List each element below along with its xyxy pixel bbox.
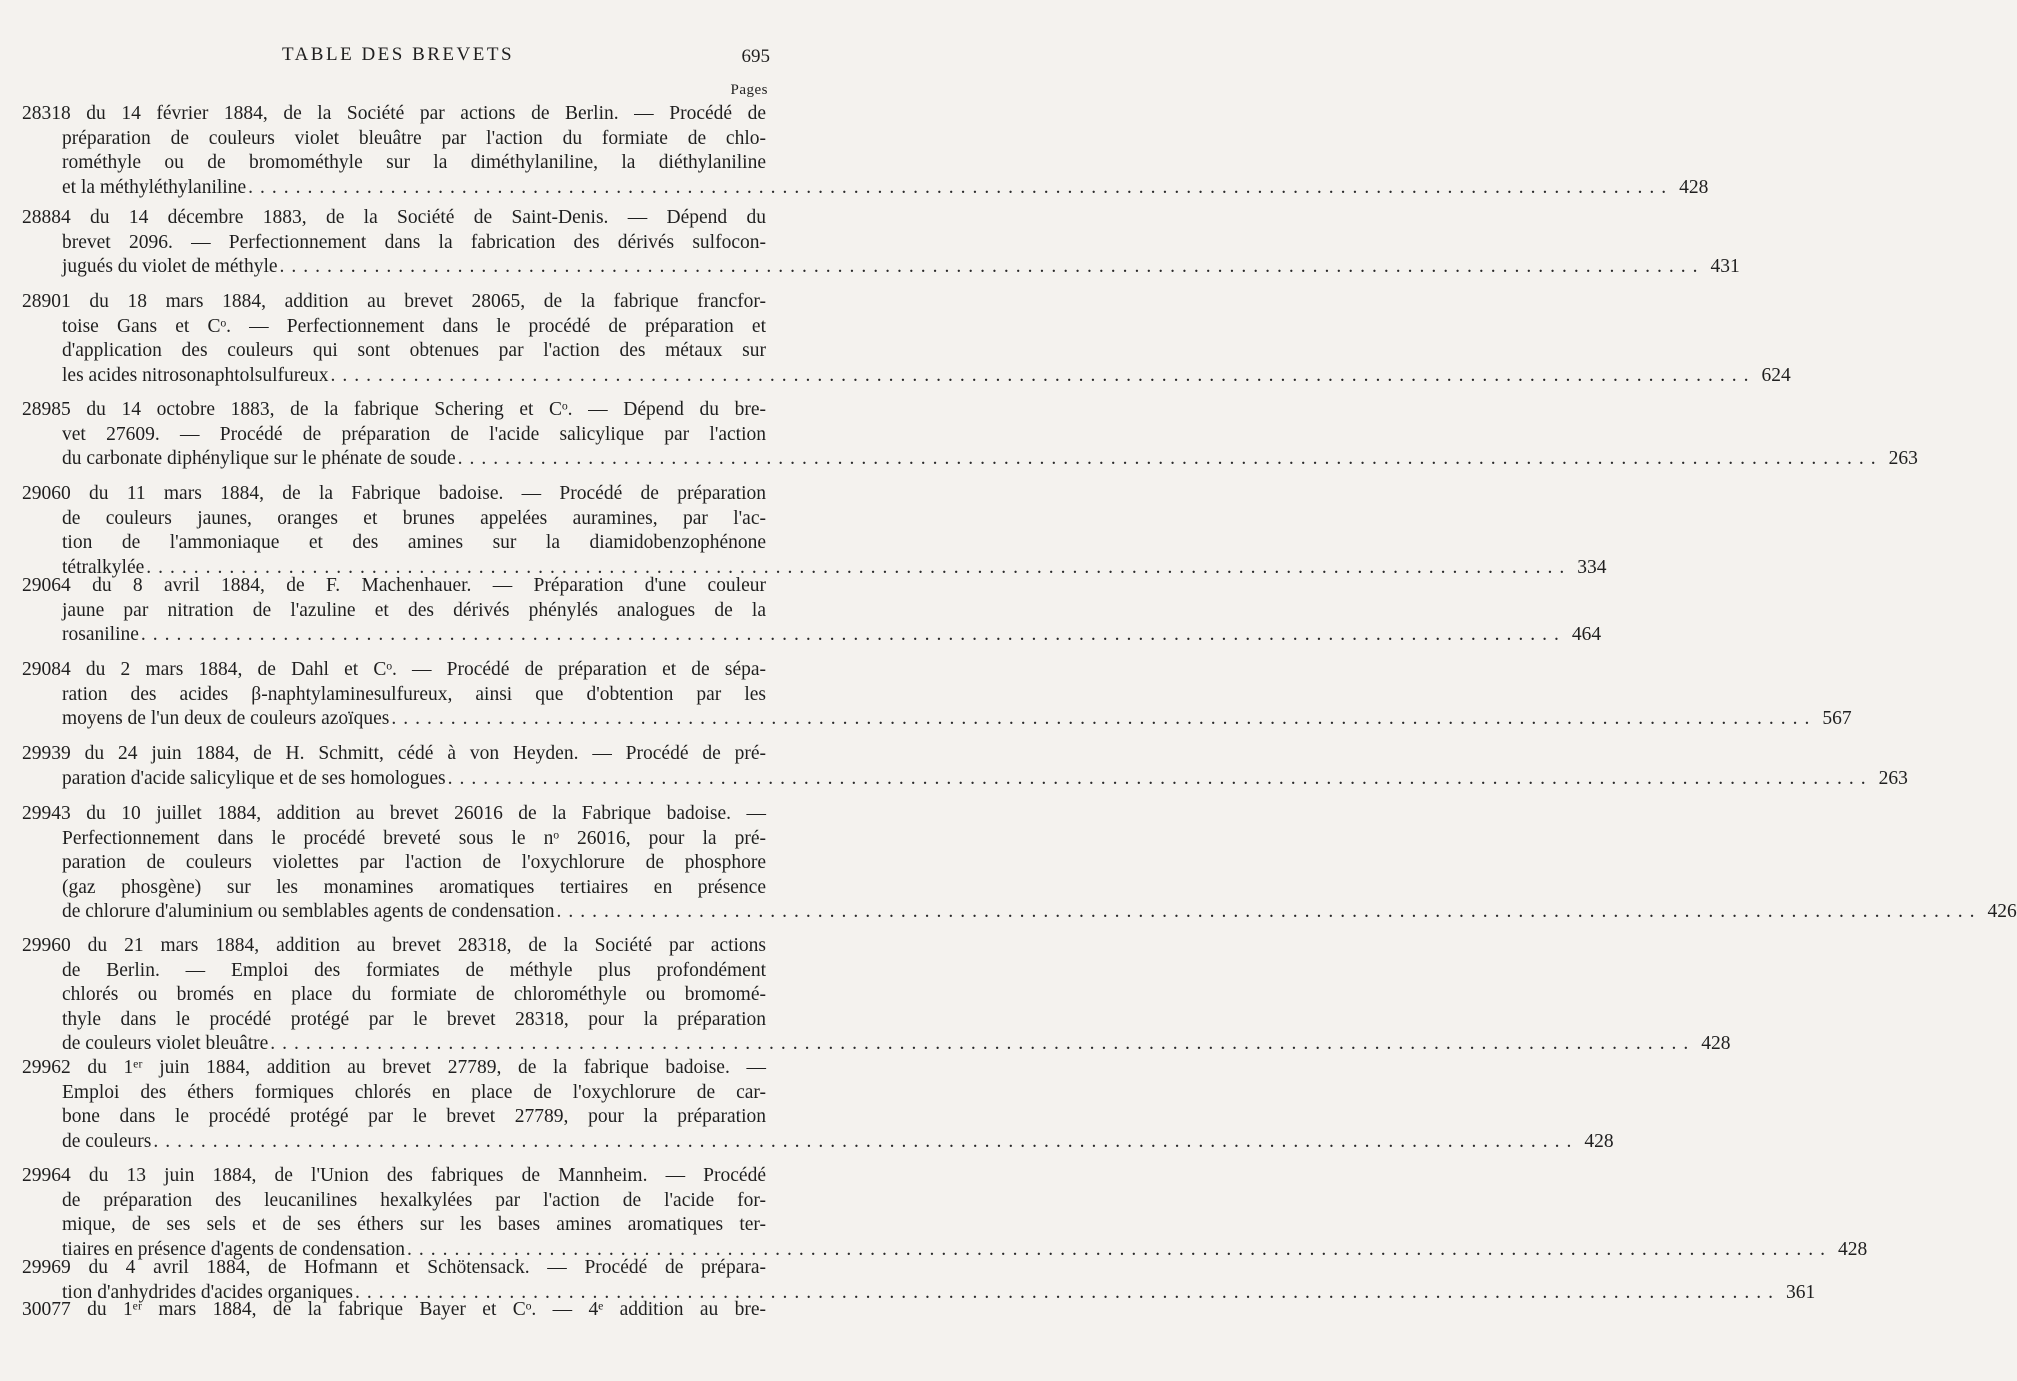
entry-line: d'application des couleurs qui sont obtenues par l'action des métaux sur: [62, 340, 766, 361]
entry-last-line: [62, 364, 1791, 388]
entry-line: 28985 du 14 octobre 1883, de la fabrique Schering et Cᵒ. — Dépend du bre-: [22, 399, 766, 420]
entry-text: de chlorure d'aluminium ou semblables agents de condensation: [62, 901, 555, 922]
entry-line: 29964 du 13 juin 1884, de l'Union des fabriques de Mannheim. — Procédé: [22, 1165, 766, 1186]
page-reference: 624: [1761, 364, 1791, 386]
entry-line: Emploi des éthers formiques chlorés en place de l'oxychlorure de car-: [62, 1081, 766, 1103]
entry-line: 28884 du 14 décembre 1883, de la Société de Saint-Denis. — Dépend du: [22, 207, 766, 228]
entry-line: mique, de ses sels et de ses éthers sur les bases amines aromatiques ter-: [62, 1214, 766, 1235]
entry-last-line: [62, 1130, 1614, 1154]
page-reference: 334: [1577, 556, 1607, 578]
dot-leader: ........................................................................................................................: [140, 624, 1566, 645]
dot-leader: ........................................................................................................................: [248, 176, 1674, 198]
entry-line: thyle dans le procédé protégé par le brevet 28318, pour la préparation: [62, 1008, 766, 1030]
entry-text: les acides nitrosonaphtolsulfureux: [62, 364, 329, 386]
entry-text: jugués du violet de méthyle: [62, 256, 278, 277]
dot-leader: ........................................................................................................................: [330, 364, 1756, 386]
entry-text: paration d'acide salicylique et de ses homologues: [62, 767, 446, 789]
dot-leader: ........................................................................................................................: [556, 901, 1982, 922]
entry-last-line: [62, 707, 1852, 731]
entry-text: rosaniline: [62, 624, 139, 645]
dot-leader: ........................................................................................................................: [270, 1033, 1696, 1054]
entry-line: vet 27609. — Procédé de préparation de l'acide salicylique par l'action: [62, 423, 766, 445]
entry-last-line: [62, 1032, 1731, 1056]
entry-line: préparation de couleurs violet bleuâtre par l'action du formiate de chlo-: [62, 127, 766, 149]
entry-last-line: [62, 255, 1740, 279]
entry-line: toise Gans et Cᵒ. — Perfectionnement dans le procédé de préparation et: [62, 315, 766, 337]
page-reference: 428: [1838, 1238, 1868, 1260]
dot-leader: ........................................................................................................................: [153, 1130, 1579, 1152]
running-header: [0, 44, 800, 72]
entry-line: chlorés ou bromés en place du formiate de chlorométhyle ou bromomé-: [62, 984, 766, 1005]
dot-leader: ........................................................................................................................: [391, 708, 1817, 729]
entry-line: Perfectionnement dans le procédé breveté sous le nᵒ 26016, pour la pré-: [62, 827, 766, 849]
entry-line: 28901 du 18 mars 1884, addition au brevet 28065, de la fabrique francfor-: [22, 291, 766, 312]
entry-text: moyens de l'un deux de couleurs azoïques: [62, 708, 390, 729]
entry-last-line: [62, 900, 2017, 924]
entry-line: ration des acides β-naphtylaminesulfureux, ainsi que d'obtention par les: [62, 683, 766, 705]
page-reference: 428: [1584, 1130, 1614, 1152]
page-reference: 567: [1822, 708, 1852, 729]
entry-line: 29962 du 1ᵉʳ juin 1884, addition au brevet 27789, de la fabrique badoise. —: [22, 1057, 766, 1078]
entry-text: tiaires en présence d'agents de condensation: [62, 1238, 406, 1260]
entry-line: 29060 du 11 mars 1884, de la Fabrique badoise. — Procédé de préparation: [22, 483, 766, 504]
page-reference: 428: [1679, 176, 1709, 198]
entry-text: tétralkylée: [62, 556, 145, 578]
entry-line: tion de l'ammoniaque et des amines sur la diamidobenzophénone: [62, 532, 766, 553]
header-page-number: 695: [741, 46, 770, 67]
entry-line: paration de couleurs violettes par l'action de l'oxychlorure de phosphore: [62, 852, 766, 873]
entry-line: de Berlin. — Emploi des formiates de méthyle plus profondément: [62, 959, 766, 981]
page-reference: 431: [1710, 256, 1740, 277]
page-reference: 426: [1987, 901, 2017, 922]
entry-text: du carbonate diphénylique sur le phénate de soude: [62, 448, 456, 469]
entry-text: et la méthyléthylaniline: [62, 176, 247, 198]
entry-last-line: [62, 176, 1709, 200]
page-reference: 263: [1888, 448, 1918, 469]
entry-line: 29084 du 2 mars 1884, de Dahl et Cᵒ. — Procédé de préparation et de sépa-: [22, 659, 766, 680]
dot-leader: ........................................................................................................................: [279, 256, 1705, 277]
page-reference: 428: [1701, 1033, 1731, 1054]
entry-last-line: [62, 447, 1918, 471]
entry-line: de couleurs jaunes, oranges et brunes appelées auramines, par l'ac-: [62, 507, 766, 529]
entry-line: 29960 du 21 mars 1884, addition au brevet 28318, de la Société par actions: [22, 935, 766, 956]
entry-line: 29969 du 4 avril 1884, de Hofmann et Schötensack. — Procédé de prépara-: [22, 1257, 766, 1278]
entry-text: de couleurs violet bleuâtre: [62, 1033, 269, 1054]
entry-line: (gaz phosgène) sur les monamines aromatiques tertiaires en présence: [62, 876, 766, 898]
entry-line: 29064 du 8 avril 1884, de F. Machenhauer. — Préparation d'une couleur: [22, 575, 766, 596]
entry-line: 28318 du 14 février 1884, de la Société par actions de Berlin. — Procédé de: [22, 103, 766, 124]
page-reference: 464: [1571, 624, 1602, 645]
entry-line: bone dans le procédé protégé par le brevet 27789, pour la préparation: [62, 1106, 766, 1127]
page-reference: 263: [1878, 767, 1908, 789]
dot-leader: ........................................................................................................................: [457, 448, 1883, 469]
header-title: TABLE DES BREVETS: [282, 44, 515, 65]
entry-line: 29939 du 24 juin 1884, de H. Schmitt, cédé à von Heyden. — Procédé de pré-: [22, 743, 766, 764]
page-reference: 361: [1785, 1281, 1816, 1303]
entry-line: brevet 2096. — Perfectionnement dans la fabrication des dérivés sulfocon-: [62, 231, 766, 253]
entry-last-line: [62, 767, 1908, 791]
entry-line: 30077 du 1ᵉʳ mars 1884, de la fabrique Bayer et Cᵒ. — 4ᵉ addition au bre-: [22, 1299, 766, 1320]
entry-line: rométhyle ou de bromométhyle sur la diméthylaniline, la diéthylaniline: [62, 152, 766, 173]
entry-line: jaune par nitration de l'azuline et des dérivés phénylés analogues de la: [62, 599, 766, 621]
pages-column-label: Pages: [730, 82, 768, 98]
dot-leader: ........................................................................................................................: [354, 1281, 1780, 1303]
entry-text: tion d'anhydrides d'acides organiques: [62, 1281, 353, 1303]
entry-last-line: [62, 623, 1602, 647]
entry-line: 29943 du 10 juillet 1884, addition au brevet 26016 de la Fabrique badoise. —: [22, 803, 766, 824]
dot-leader: ........................................................................................................................: [447, 767, 1873, 789]
entry-line: de préparation des leucanilines hexalkylées par l'action de l'acide for-: [62, 1189, 766, 1211]
entry-text: de couleurs: [62, 1130, 152, 1152]
dot-leader: ........................................................................................................................: [407, 1238, 1833, 1260]
dot-leader: ........................................................................................................................: [146, 556, 1572, 578]
